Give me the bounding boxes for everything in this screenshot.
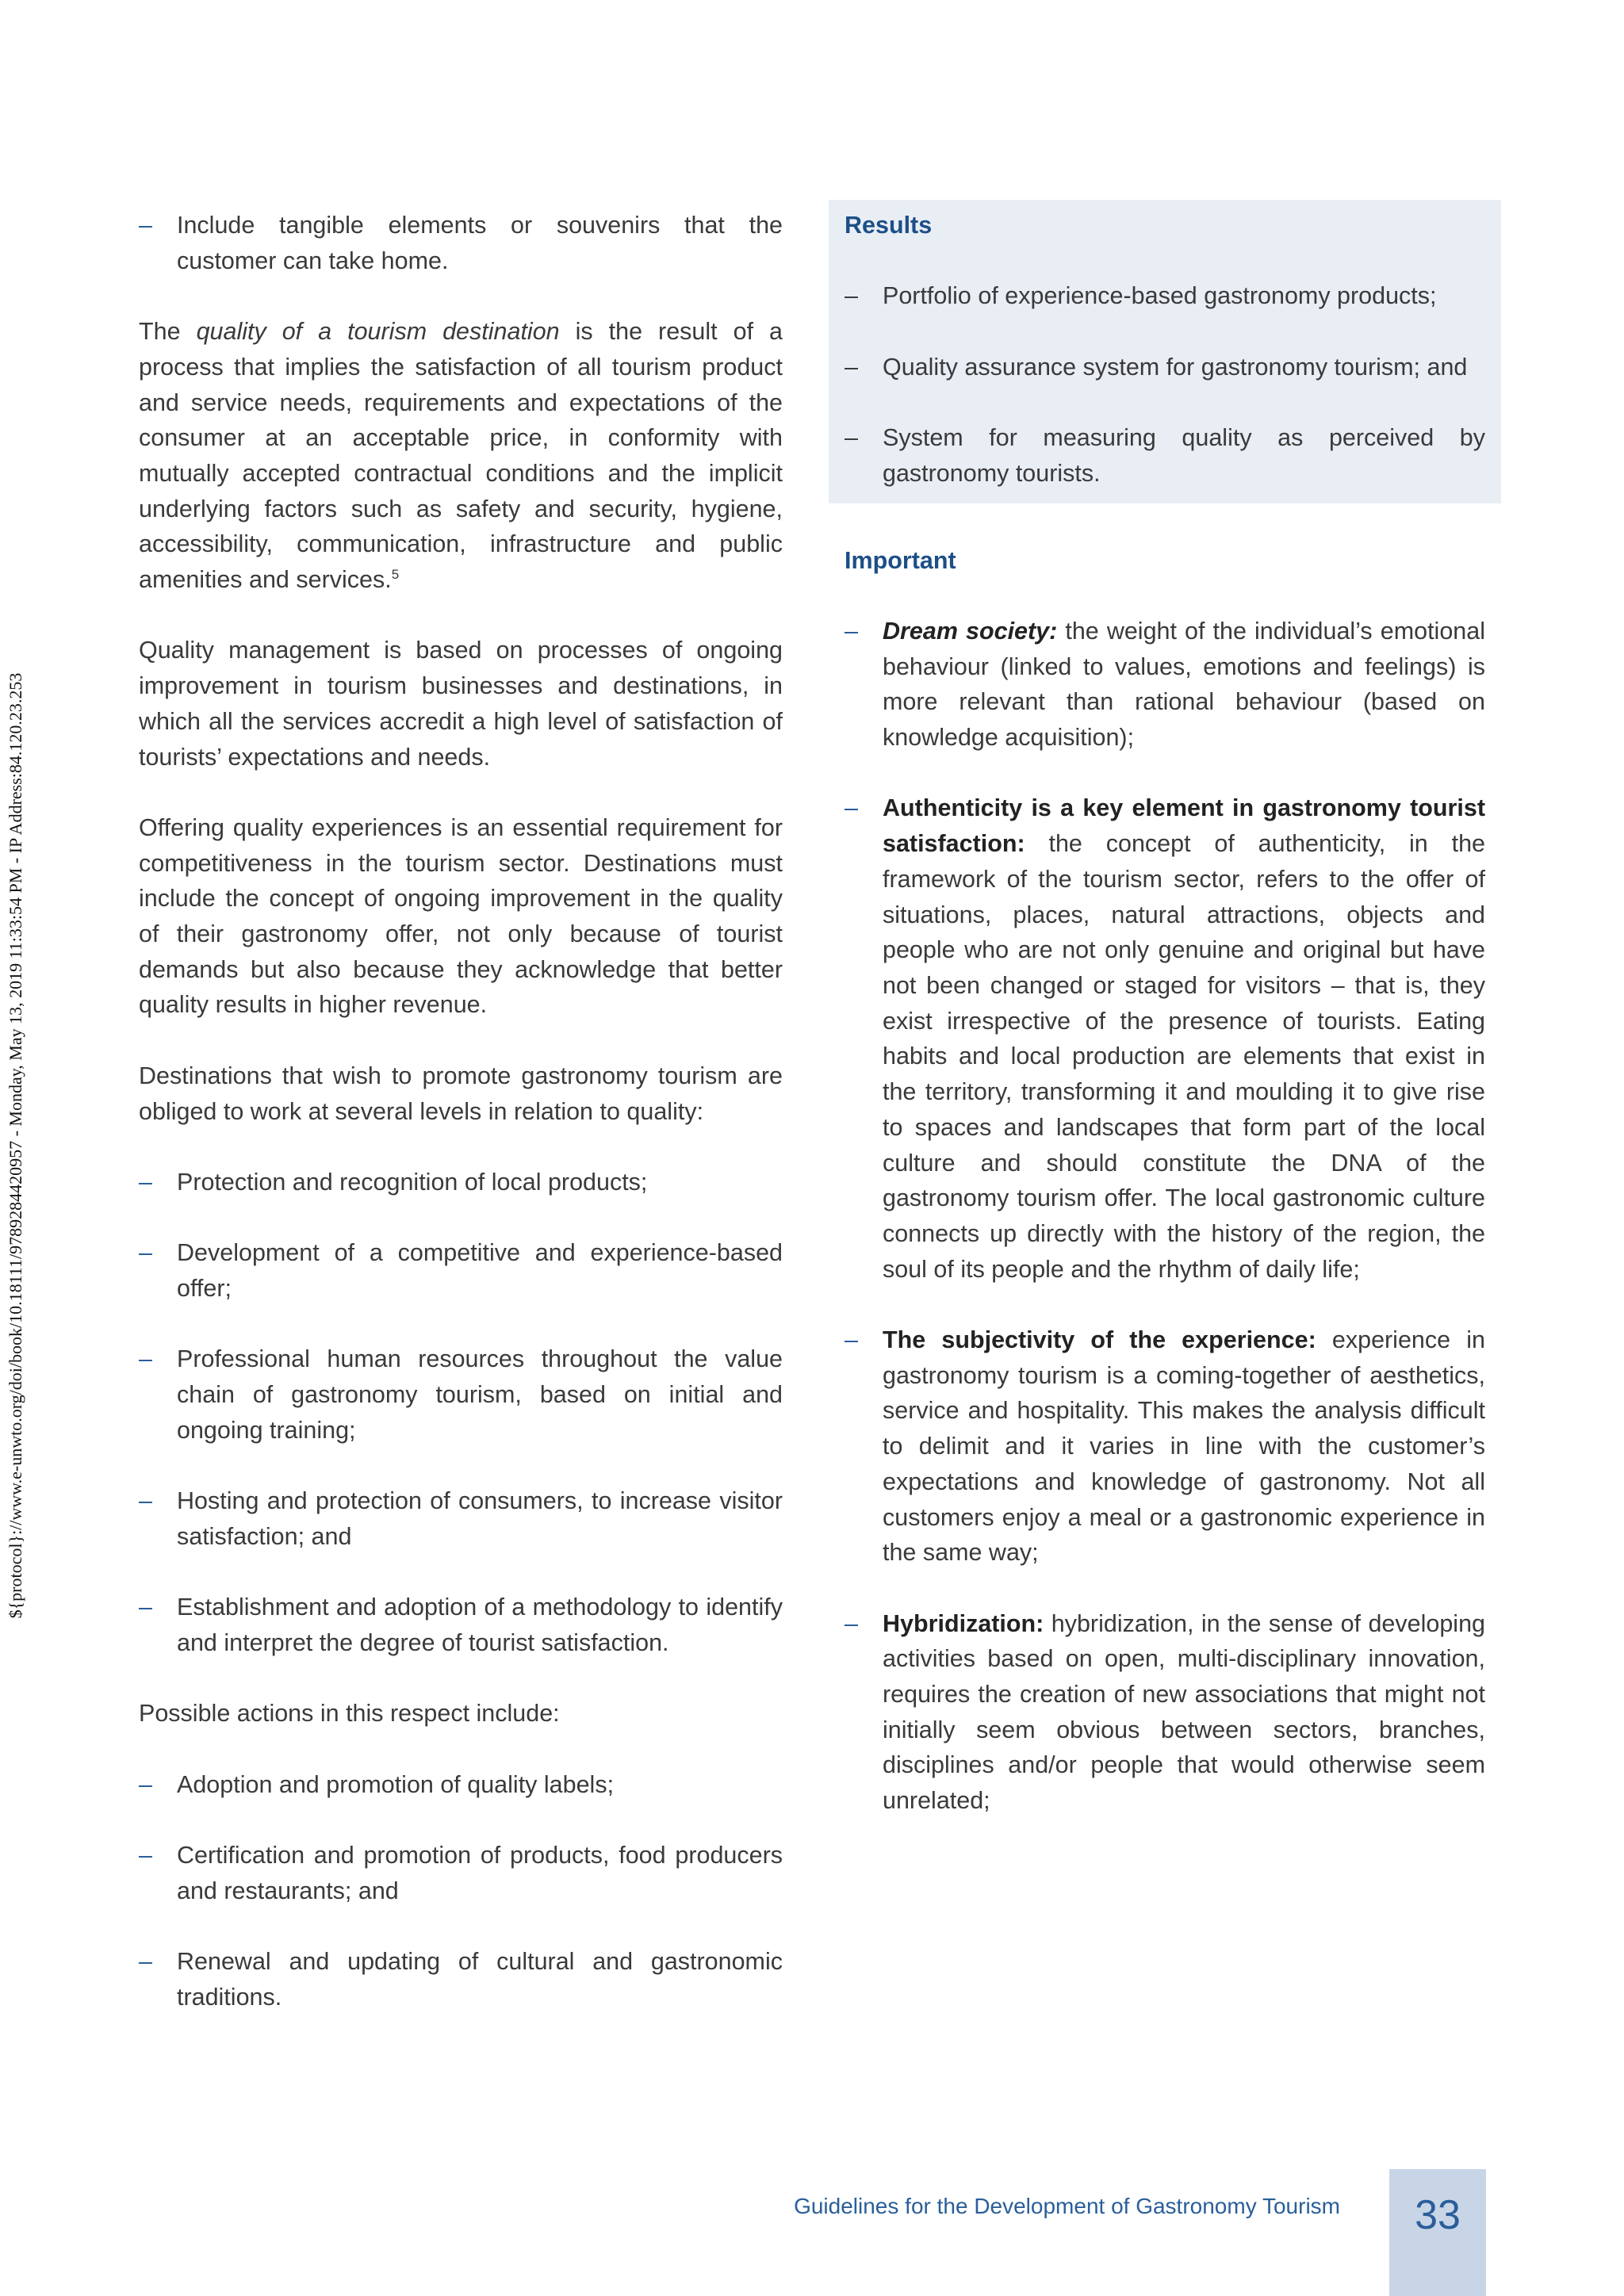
list-item (139, 1944, 783, 2015)
dash-bullet: – (139, 1948, 152, 1976)
list-item (139, 1767, 783, 1803)
side-watermark-text: ${protocol}://www.e-unwto.org/doi/book/10.18111/9789284420957 - Monday, May 13, 2019 11:33:54 PM - IP Address:84.120.23.253 (6, 672, 25, 1619)
list-item (139, 1341, 783, 1448)
dash-bullet: – (845, 424, 858, 452)
list-item-text: Quality assurance system for gastronomy tourism; and (883, 353, 1468, 381)
dash-bullet: – (845, 1609, 858, 1637)
list-item (139, 1838, 783, 1908)
list-item (845, 420, 1485, 491)
list-item-text: Renewal and updating of cultural and gastronomic traditions. (177, 1948, 783, 2011)
list-item (139, 1235, 783, 1306)
levels-list (139, 1165, 783, 1661)
side-watermark (0, 0, 32, 2296)
dash-bullet: – (139, 1345, 152, 1373)
results-box (829, 200, 1501, 503)
list-item (139, 1590, 783, 1660)
dash-bullet: – (139, 212, 152, 239)
list-item-text: Certification and promotion of products, food producers and restaurants; and (177, 1842, 783, 1904)
term-text: the weight of the individual’s emotional behaviour (linked to values, emotions and feelings) is more relevant than rational behaviour (based on knowledge acquisition); (883, 617, 1485, 752)
paragraph-quality-management: Quality management is based on processes of ongoing improvement in tourism businesses and destinations, in which all the services accredit a high level of satisfaction of tourists’ expectations and needs. (139, 637, 783, 771)
important-section (829, 543, 1501, 1819)
list-item (845, 1322, 1485, 1571)
term-text: hybridization, in the sense of developing activities based on open, multi-disciplinary innovation, requires the creation of new associations that might not initially seem obvious between sectors, branches, disciplines and/or people that would otherwise seem unrelated; (883, 1609, 1485, 1815)
dash-bullet: – (845, 282, 858, 310)
term-label: The subjectivity of the experience: (883, 1326, 1316, 1353)
list-item (845, 350, 1485, 385)
dash-bullet: – (845, 353, 858, 381)
dash-bullet: – (139, 1842, 152, 1869)
paragraph-emphasis: quality of a tourism destination (196, 318, 560, 346)
footnote-marker: 5 (391, 566, 400, 582)
list-item-text: Establishment and adoption of a methodology to identify and interpret the degree of tourist satisfaction. (177, 1594, 783, 1656)
list-item (139, 1165, 783, 1200)
actions-list (139, 1767, 783, 2015)
term-label: Hybridization: (883, 1609, 1044, 1637)
important-title: Important (845, 546, 956, 574)
dash-bullet: – (845, 1326, 858, 1353)
dash-bullet: – (845, 617, 858, 645)
dash-bullet: – (139, 1487, 152, 1515)
dash-bullet: – (139, 1594, 152, 1621)
paragraph-lead: The (139, 318, 197, 346)
paragraph-rest: is the result of a process that implies the satisfaction of all tourism product and service needs, requirements and expectations of the consumer at an acceptable price, in conformity with mutually accepted contractual conditions and the implicit underlying factors such as safety and security, hygiene, accessibility, communication, infrastructure and public amenities and services. (139, 318, 783, 594)
paragraph-quality-experiences: Offering quality experiences is an essential requirement for competitiveness in the tourism sector. Destinations must include the concept of ongoing improvement in the quality of their gastronomy offer, not only because of tourist demands but also because they acknowledge that better quality results in higher revenue. (139, 813, 783, 1019)
term-text: experience in gastronomy tourism is a coming-together of aesthetics, service and hospitality. This makes the analysis difficult to delimit and it varies in line with the customer’s expectations and knowledge of gastronomy. Not all customers enjoy a meal or a gastronomic experience in the same way; (883, 1326, 1485, 1567)
paragraph-quality-destination (139, 314, 783, 598)
list-item-text: Portfolio of experience-based gastronomy products; (883, 282, 1437, 310)
page-number-box (1389, 2169, 1486, 2296)
list-item-text: Adoption and promotion of quality labels; (177, 1770, 615, 1798)
list-item-text: System for measuring quality as perceived by gastronomy tourists. (883, 424, 1485, 487)
left-column (139, 208, 783, 2050)
list-item (139, 208, 783, 278)
paragraph-levels-intro: Destinations that wish to promote gastronomy tourism are obliged to work at several levels in relation to quality: (139, 1062, 783, 1125)
dash-bullet: – (845, 794, 858, 822)
list-item-text: Professional human resources throughout the value chain of gastronomy tourism, based on initial and ongoing training; (177, 1345, 783, 1444)
list-item (845, 790, 1485, 1287)
term-text: the concept of authenticity, in the framework of the tourism sector, refers to the offer of situations, places, natural attractions, objects and people who are not only genuine and original but have not been changed or staged for visitors – that is, they exist irrespective of the presence of tourists. Eating habits and local production are elements that exist in the territory, transforming it and moulding it to give rise to spaces and landscapes that form part of the local culture and should constitute the DNA of the gastronomy tourism offer. The local gastronomic culture connects up directly with the history of the region, the soul of its people and the rhythm of daily life; (883, 830, 1485, 1283)
dash-bullet: – (139, 1239, 152, 1267)
list-item-text: Protection and recognition of local products; (177, 1168, 648, 1196)
term-label: Authenticity is a key element in gastronomy tourist satisfaction: (883, 794, 1485, 858)
right-column (829, 200, 1501, 1854)
dash-bullet: – (139, 1770, 152, 1798)
paragraph-actions-intro: Possible actions in this respect include: (139, 1700, 560, 1728)
list-item (139, 1483, 783, 1554)
results-title: Results (845, 212, 933, 239)
dash-bullet: – (139, 1168, 152, 1196)
list-item (845, 1606, 1485, 1819)
page-number: 33 (1415, 2192, 1461, 2238)
footer-title: Guidelines for the Development of Gastronomy Tourism (794, 2194, 1340, 2218)
term-label: Dream society: (883, 617, 1058, 645)
list-item-text: Development of a competitive and experience-based offer; (177, 1239, 783, 1302)
list-item (845, 614, 1485, 756)
list-item-text: Include tangible elements or souvenirs that the customer can take home. (177, 212, 783, 274)
list-item (845, 278, 1485, 314)
list-item-text: Hosting and protection of consumers, to increase visitor satisfaction; and (177, 1487, 783, 1550)
